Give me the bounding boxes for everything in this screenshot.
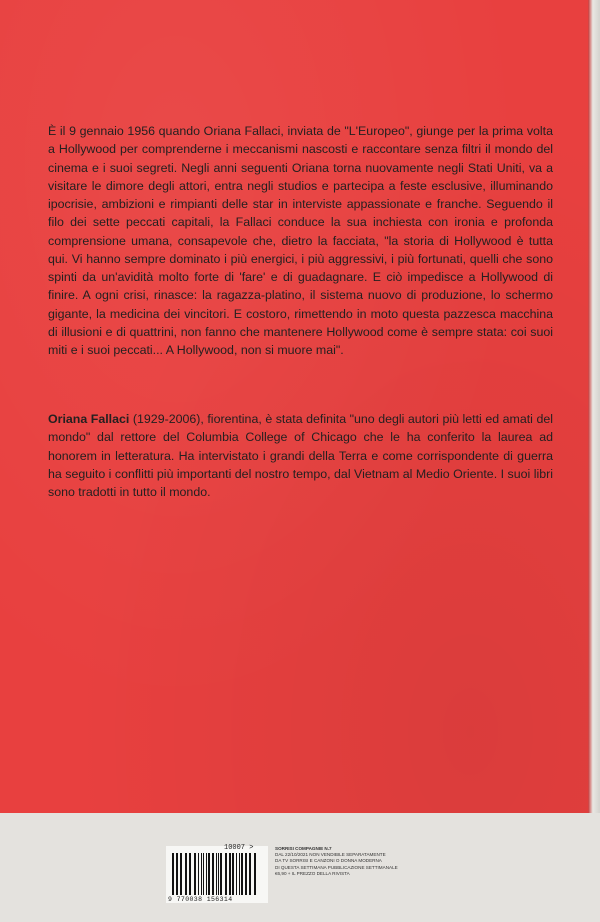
barcode-bar — [172, 853, 174, 895]
barcode-bar — [180, 853, 182, 895]
barcode-bar — [241, 853, 243, 895]
barcode-bar — [239, 853, 240, 895]
legal-line: DAL 22/10/2021 NON VENDIBILE SEPARATAMENTE — [275, 852, 386, 858]
author-bio-text: (1929-2006), fiorentina, è stata definita "uno degli autori più letti ed amati del mondo" dal rettore del Columbia College of Chicago che le ha conferito la laurea ad honorem in letteratura. Ha intervistato i grandi della Terra e come corrispondente di guerra ha seguito i conflitti più importanti del nostro tempo, dal Vietnam al Medio Oriente. I suoi libri sono tradotti in tutto il mondo. — [48, 412, 553, 499]
barcode-bar — [201, 853, 202, 895]
legal-line: €6,90 + IL PREZZO DELLA RIVISTA — [275, 870, 350, 876]
barcode-bar — [216, 853, 217, 895]
barcode — [172, 853, 256, 895]
barcode-bar — [232, 853, 234, 895]
legal-notice — [275, 846, 475, 877]
barcode-bar — [249, 853, 251, 895]
author-bio — [48, 410, 553, 501]
barcode-bar — [185, 853, 187, 895]
barcode-bar — [194, 853, 196, 895]
barcode-bar — [206, 853, 207, 895]
barcode-bar — [189, 853, 191, 895]
barcode-bar — [198, 853, 199, 895]
legal-line: DA TV SORRISI E CANZONI O DONNA MODERNA — [275, 858, 382, 864]
barcode-bar — [208, 853, 210, 895]
barcode-bar — [176, 853, 178, 895]
issue-number: 10007 > — [224, 844, 254, 852]
author-name: Oriana Fallaci — [48, 412, 130, 426]
barcode-bar — [236, 853, 237, 895]
barcode-bar — [212, 853, 214, 895]
barcode-bar — [203, 853, 204, 895]
legal-line: DI QUESTA SETTIMANA PUBBLICAZIONE SETTIMANALE — [275, 864, 398, 870]
barcode-bar — [229, 853, 231, 895]
legal-line: SORRISI COMPAGNIE N.7 — [275, 846, 332, 851]
barcode-bar — [245, 853, 247, 895]
barcode-digits: 9 770038 156314 — [168, 896, 233, 903]
barcode-bar — [254, 853, 256, 895]
blurb-paragraph: È il 9 gennaio 1956 quando Oriana Fallaci, inviata de "L'Europeo", giunge per la prima volta a Hollywood per comprenderne i meccanismi nascosti e raccontare senza filtri il mondo del cinema e i suoi segreti. Negli anni seguenti Oriana torna nuovamente negli Stati Uniti, va a visitare le dimore degli attori, entra negli studios e partecipa a feste esclusive, illuminando ipocrisie, ambizioni e rimpianti delle star in interviste appassionate e franche. Seguendo il filo dei sette peccati capitali, la Fallaci conduce la sua inchiesta con ironia e profonda comprensione umana, consapevole che, dietro la facciata, "la storia di Hollywood è tutta qui. Vi hanno sempre dominato i più energici, i più aggressivi, i più fortunati, quelli che sono spinti da un'avidità molto forte di 'fare' e di guadagnare. E ciò impedisce a Hollywood di finire. A ogni crisi, rinasce: la ragazza-platino, il sistema nuovo di produzione, lo schermo gigante, la medicina dei vincitori. E costoro, rimettendo in moto questa pazzesca macchina di illusioni e di quattrini, non fanno che mantenere Hollywood come è sempre stata: coi suoi miti e i suoi peccati... A Hollywood, non si muore mai". — [48, 124, 553, 357]
barcode-bar — [220, 853, 222, 895]
cover-edge — [588, 0, 600, 813]
barcode-bar — [218, 853, 219, 895]
barcode-bar — [225, 853, 227, 895]
